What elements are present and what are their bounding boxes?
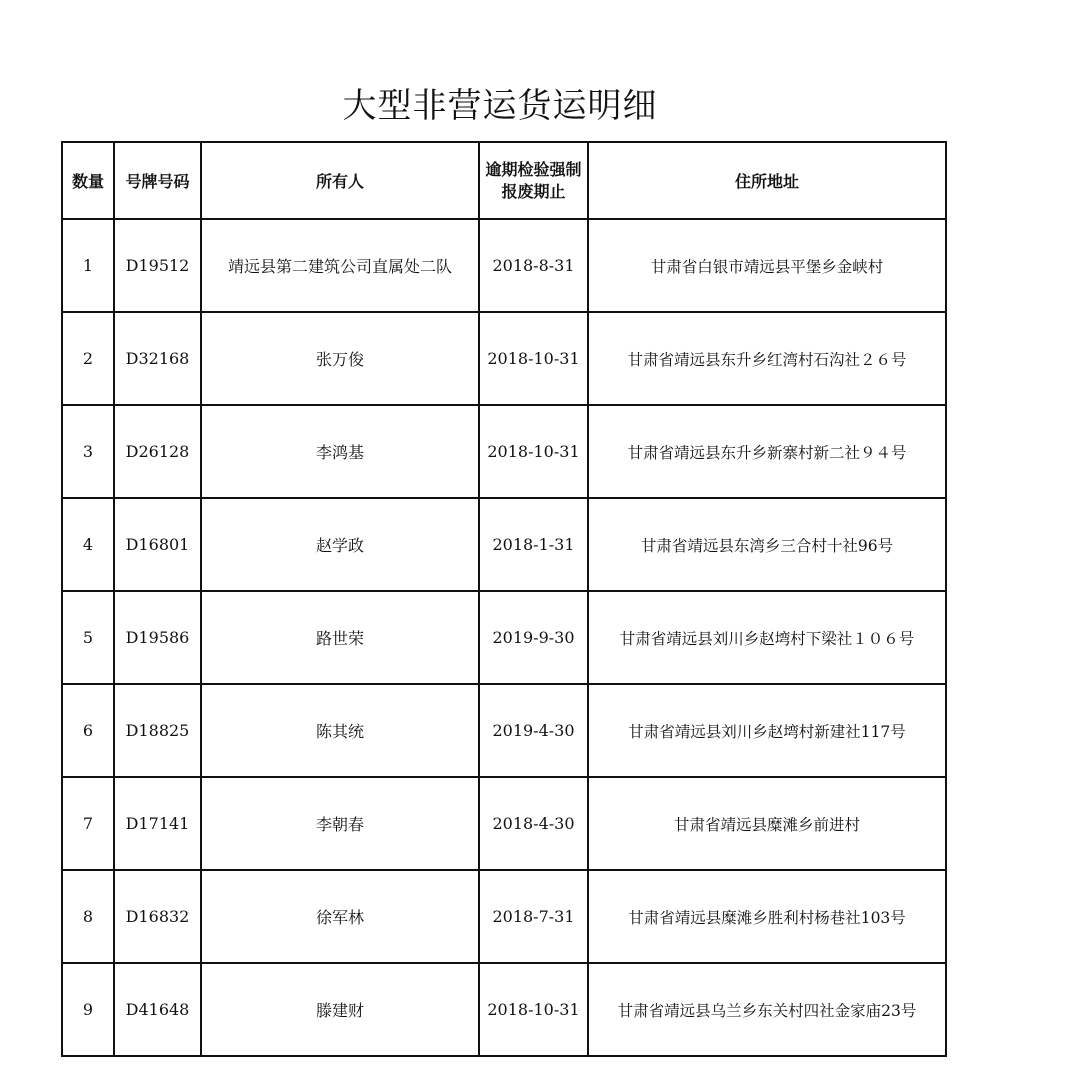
cell-owner: 滕建财 (201, 963, 479, 1056)
cell-address: 甘肃省靖远县糜滩乡前进村 (588, 777, 946, 870)
cell-owner: 李鸿基 (201, 405, 479, 498)
detail-table (61, 141, 947, 1057)
cell-address: 甘肃省靖远县刘川乡赵塆村下梁社１０６号 (588, 591, 946, 684)
cell-plate: D41648 (114, 963, 201, 1056)
cell-address: 甘肃省靖远县乌兰乡东关村四社金家庙23号 (588, 963, 946, 1056)
page-title: 大型非营运货运明细 (342, 86, 658, 126)
cell-index: 2 (62, 312, 114, 405)
header-address: 住所地址 (588, 142, 946, 219)
cell-index: 4 (62, 498, 114, 591)
cell-address: 甘肃省靖远县东升乡新寨村新二社９４号 (588, 405, 946, 498)
cell-address: 甘肃省靖远县东湾乡三合村十社96号 (588, 498, 946, 591)
cell-index: 5 (62, 591, 114, 684)
header-deadline: 逾期检验强制报废期止 (479, 142, 588, 219)
cell-deadline: 2018-10-31 (479, 405, 588, 498)
table-row (62, 312, 946, 405)
cell-address: 甘肃省靖远县刘川乡赵塆村新建社117号 (588, 684, 946, 777)
cell-plate: D19512 (114, 219, 201, 312)
cell-index: 6 (62, 684, 114, 777)
cell-deadline: 2019-4-30 (479, 684, 588, 777)
cell-address: 甘肃省靖远县糜滩乡胜利村杨巷社103号 (588, 870, 946, 963)
cell-address: 甘肃省靖远县东升乡红湾村石沟社２６号 (588, 312, 946, 405)
cell-deadline: 2018-1-31 (479, 498, 588, 591)
cell-deadline: 2018-10-31 (479, 312, 588, 405)
table-row (62, 963, 946, 1056)
cell-index: 3 (62, 405, 114, 498)
header-owner: 所有人 (201, 142, 479, 219)
cell-deadline: 2018-7-31 (479, 870, 588, 963)
cell-plate: D16832 (114, 870, 201, 963)
table-row (62, 405, 946, 498)
cell-plate: D19586 (114, 591, 201, 684)
cell-owner: 靖远县第二建筑公司直属处二队 (201, 219, 479, 312)
table-row (62, 684, 946, 777)
header-row (62, 142, 946, 219)
table-row (62, 591, 946, 684)
cell-owner: 徐军林 (201, 870, 479, 963)
cell-deadline: 2018-10-31 (479, 963, 588, 1056)
cell-index: 7 (62, 777, 114, 870)
cell-owner: 陈其统 (201, 684, 479, 777)
cell-owner: 张万俊 (201, 312, 479, 405)
table-row (62, 870, 946, 963)
cell-owner: 李朝春 (201, 777, 479, 870)
cell-deadline: 2018-8-31 (479, 219, 588, 312)
table-body (62, 219, 946, 1056)
table-row (62, 498, 946, 591)
table-row (62, 219, 946, 312)
header-plate: 号牌号码 (114, 142, 201, 219)
cell-plate: D26128 (114, 405, 201, 498)
table-row (62, 777, 946, 870)
cell-deadline: 2019-9-30 (479, 591, 588, 684)
cell-plate: D17141 (114, 777, 201, 870)
cell-owner: 路世荣 (201, 591, 479, 684)
cell-address: 甘肃省白银市靖远县平堡乡金峡村 (588, 219, 946, 312)
cell-plate: D18825 (114, 684, 201, 777)
header-index: 数量 (62, 142, 114, 219)
cell-plate: D32168 (114, 312, 201, 405)
cell-plate: D16801 (114, 498, 201, 591)
cell-owner: 赵学政 (201, 498, 479, 591)
cell-index: 9 (62, 963, 114, 1056)
cell-deadline: 2018-4-30 (479, 777, 588, 870)
cell-index: 8 (62, 870, 114, 963)
cell-index: 1 (62, 219, 114, 312)
